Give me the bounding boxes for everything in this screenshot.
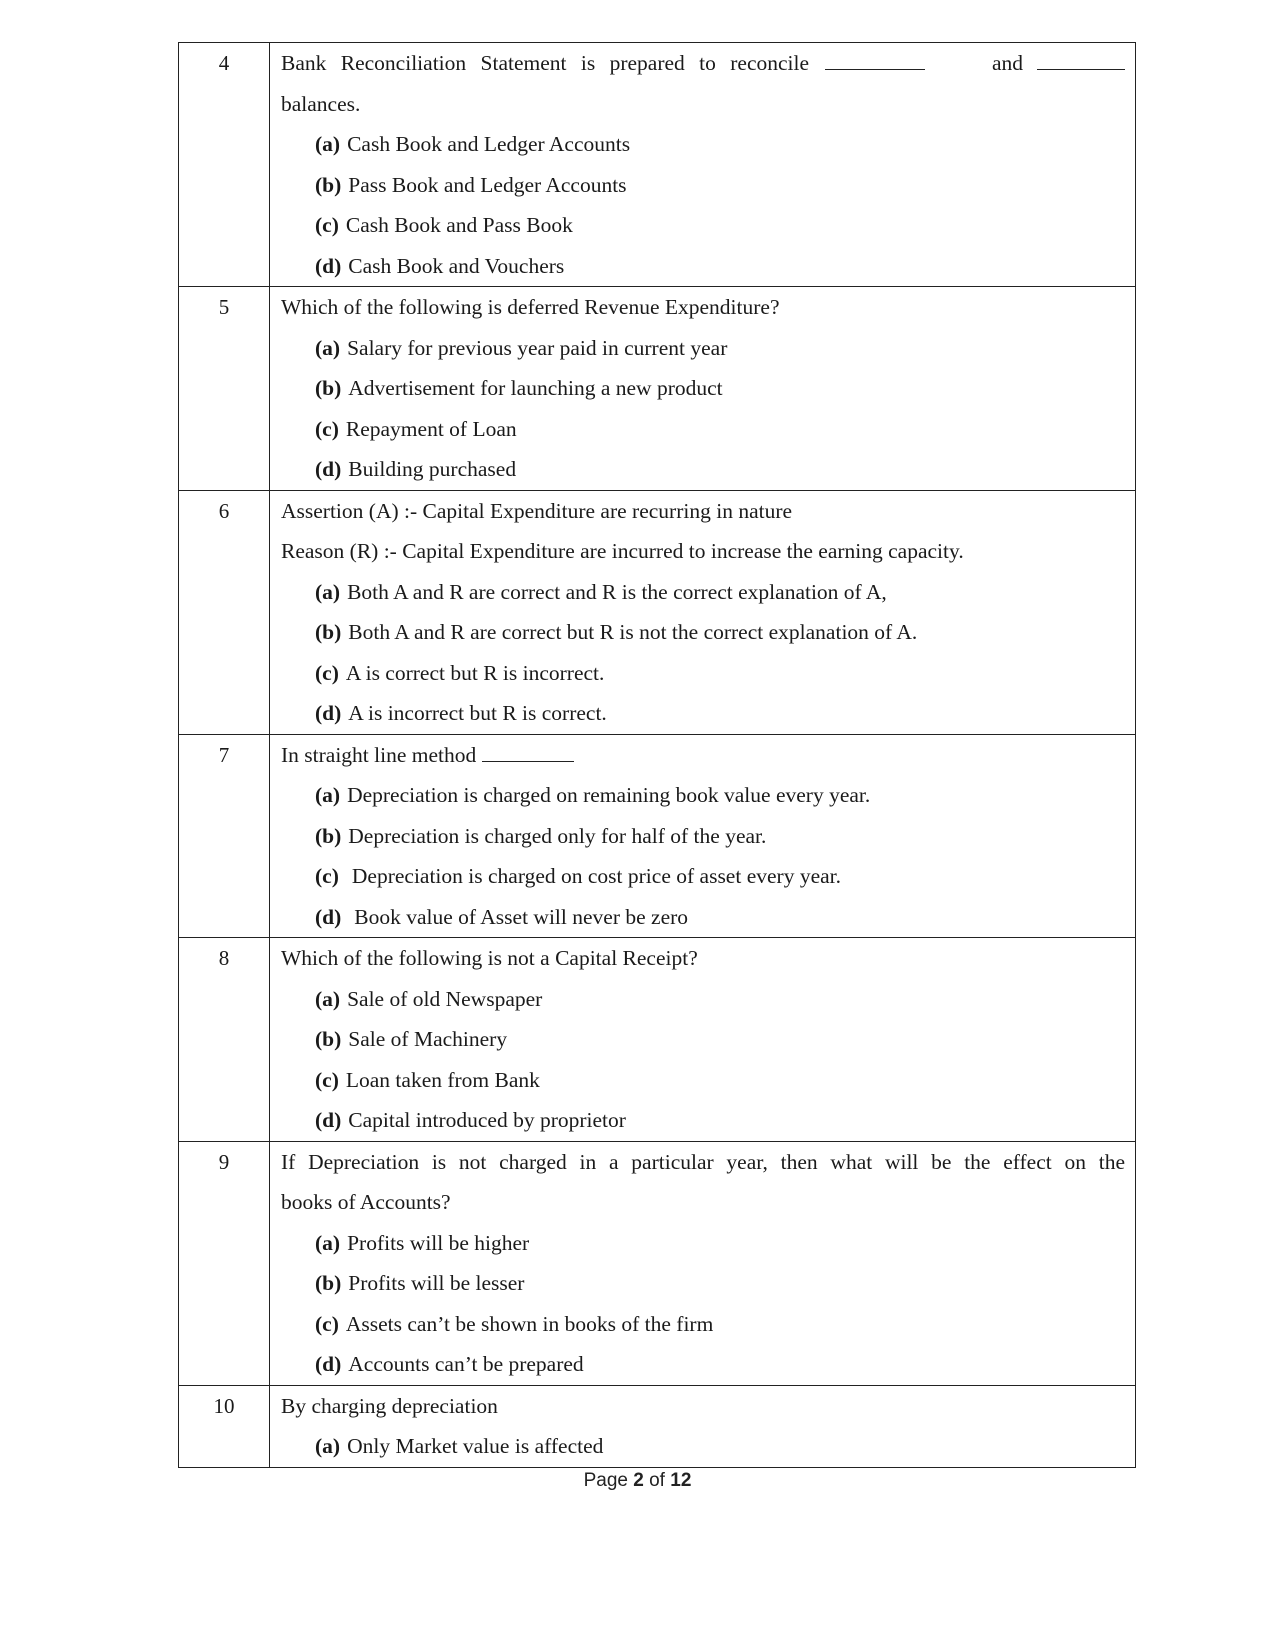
question-body — [270, 287, 1136, 491]
option-letter: (a) — [315, 132, 341, 156]
option-letter: (d) — [315, 1108, 342, 1132]
option-letter: (c) — [315, 213, 339, 237]
option-text: Capital introduced by proprietor — [348, 1108, 626, 1132]
option-a — [281, 328, 1125, 369]
question-body — [270, 938, 1136, 1142]
page-label: Page — [583, 1470, 628, 1491]
question-text-and: and — [991, 51, 1023, 75]
option-text: A is correct but R is incorrect. — [345, 660, 605, 685]
option-b — [281, 816, 1125, 857]
question-text: Which of the following is deferred Revenue Expenditure? — [281, 295, 780, 319]
option-a — [281, 124, 1125, 165]
option-c — [281, 1060, 1125, 1101]
option-b — [281, 165, 1125, 206]
option-d — [281, 693, 1125, 734]
question-text: Which of the following is not a Capital Receipt? — [281, 946, 698, 970]
question-text-part: Bank Reconciliation Statement is prepared to reconcile — [281, 51, 810, 75]
option-b — [281, 1019, 1125, 1060]
option-letter: (d) — [315, 1352, 342, 1376]
option-d — [281, 897, 1125, 938]
option-letter: (a) — [315, 1434, 341, 1458]
option-text: Depreciation is charged only for half of the year. — [348, 823, 767, 848]
question-number: 7 — [179, 734, 270, 938]
option-a — [281, 979, 1125, 1020]
question-text: If Depreciation is not charged in a particular year, then what will be the effect on the — [281, 1149, 1125, 1174]
option-letter: (c) — [315, 864, 339, 888]
reason-text: Reason (R) :- Capital Expenditure are incurred to increase the earning capacity. — [281, 539, 964, 563]
option-text: Salary for previous year paid in current year — [347, 335, 728, 360]
option-text: Sale of Machinery — [348, 1027, 508, 1051]
question-body — [270, 1385, 1136, 1467]
option-text: Repayment of Loan — [345, 416, 517, 441]
question-row-8 — [179, 938, 1136, 1142]
option-letter: (a) — [315, 1230, 341, 1255]
option-b — [281, 612, 1125, 653]
question-body — [270, 43, 1136, 287]
option-text: Book value of Asset will never be zero — [354, 904, 689, 929]
option-letter: (b) — [315, 1271, 342, 1295]
option-letter: (d) — [315, 253, 342, 278]
option-text: Cash Book and Ledger Accounts — [347, 132, 631, 156]
option-text: Depreciation is charged on cost price of asset every year. — [351, 864, 841, 888]
option-letter: (a) — [315, 579, 341, 604]
option-text: Profits will be higher — [347, 1230, 530, 1255]
option-text: Loan taken from Bank — [345, 1067, 540, 1092]
question-number: 6 — [179, 490, 270, 734]
question-number: 5 — [179, 287, 270, 491]
option-letter: (b) — [315, 172, 342, 197]
option-d — [281, 246, 1125, 287]
option-d — [281, 449, 1125, 490]
question-text-part: In straight line method — [281, 742, 477, 767]
option-d — [281, 1344, 1125, 1385]
question-text-continued: books of Accounts? — [281, 1190, 451, 1214]
option-text: Cash Book and Vouchers — [348, 253, 565, 278]
option-text: Both A and R are correct but R is not the correct explanation of A. — [348, 620, 918, 644]
option-text: Cash Book and Pass Book — [345, 213, 573, 237]
question-row-9 — [179, 1141, 1136, 1385]
option-a — [281, 1223, 1125, 1264]
option-c — [281, 856, 1125, 897]
option-text: A is incorrect but R is correct. — [348, 701, 607, 725]
assertion-text: Assertion (A) :- Capital Expenditure are recurring in nature — [281, 498, 793, 523]
answer-blank — [1037, 51, 1125, 70]
option-letter: (c) — [315, 1067, 339, 1092]
option-letter: (b) — [315, 823, 342, 848]
option-letter: (a) — [315, 783, 341, 807]
page-footer — [0, 1470, 1275, 1492]
question-row-4 — [179, 43, 1136, 287]
option-text: Profits will be lesser — [348, 1271, 525, 1295]
question-body — [270, 734, 1136, 938]
option-d — [281, 1100, 1125, 1141]
question-row-6 — [179, 490, 1136, 734]
option-letter: (c) — [315, 660, 339, 685]
option-letter: (c) — [315, 416, 339, 441]
question-table — [178, 42, 1136, 1468]
option-c — [281, 409, 1125, 450]
option-c — [281, 205, 1125, 246]
question-text: By charging depreciation — [281, 1393, 498, 1418]
question-number: 8 — [179, 938, 270, 1142]
option-letter: (a) — [315, 986, 341, 1011]
question-text-continued: balances. — [281, 91, 361, 116]
option-text: Only Market value is affected — [347, 1434, 604, 1458]
question-number: 10 — [179, 1385, 270, 1467]
question-number: 4 — [179, 43, 270, 287]
option-text: Both A and R are correct and R is the correct explanation of A, — [347, 579, 887, 604]
option-text: Pass Book and Ledger Accounts — [348, 172, 627, 197]
question-text — [281, 43, 1125, 84]
page-of-label: of — [649, 1470, 665, 1491]
question-body — [270, 490, 1136, 734]
current-page-number: 2 — [633, 1470, 644, 1491]
option-a — [281, 1426, 1125, 1467]
total-page-count: 12 — [670, 1470, 692, 1491]
option-a — [281, 572, 1125, 613]
question-number: 9 — [179, 1141, 270, 1385]
option-text: Assets can’t be shown in books of the firm — [345, 1311, 714, 1336]
option-text: Advertisement for launching a new product — [348, 376, 723, 400]
question-row-5 — [179, 287, 1136, 491]
option-letter: (d) — [315, 904, 342, 929]
option-letter: (c) — [315, 1311, 339, 1336]
question-row-10 — [179, 1385, 1136, 1467]
option-text: Accounts can’t be prepared — [348, 1352, 584, 1376]
option-b — [281, 368, 1125, 409]
question-text — [281, 735, 1125, 776]
option-text: Building purchased — [348, 457, 517, 481]
option-text: Depreciation is charged on remaining book value every year. — [347, 783, 871, 807]
option-letter: (a) — [315, 335, 341, 360]
option-c — [281, 653, 1125, 694]
answer-blank — [825, 51, 925, 70]
option-letter: (b) — [315, 620, 342, 644]
option-c — [281, 1304, 1125, 1345]
option-letter: (b) — [315, 1027, 342, 1051]
question-row-7 — [179, 734, 1136, 938]
answer-blank — [482, 743, 574, 762]
option-a — [281, 775, 1125, 816]
option-letter: (d) — [315, 457, 342, 481]
option-letter: (b) — [315, 376, 342, 400]
option-b — [281, 1263, 1125, 1304]
question-body — [270, 1141, 1136, 1385]
option-letter: (d) — [315, 701, 342, 725]
option-text: Sale of old Newspaper — [347, 986, 543, 1011]
